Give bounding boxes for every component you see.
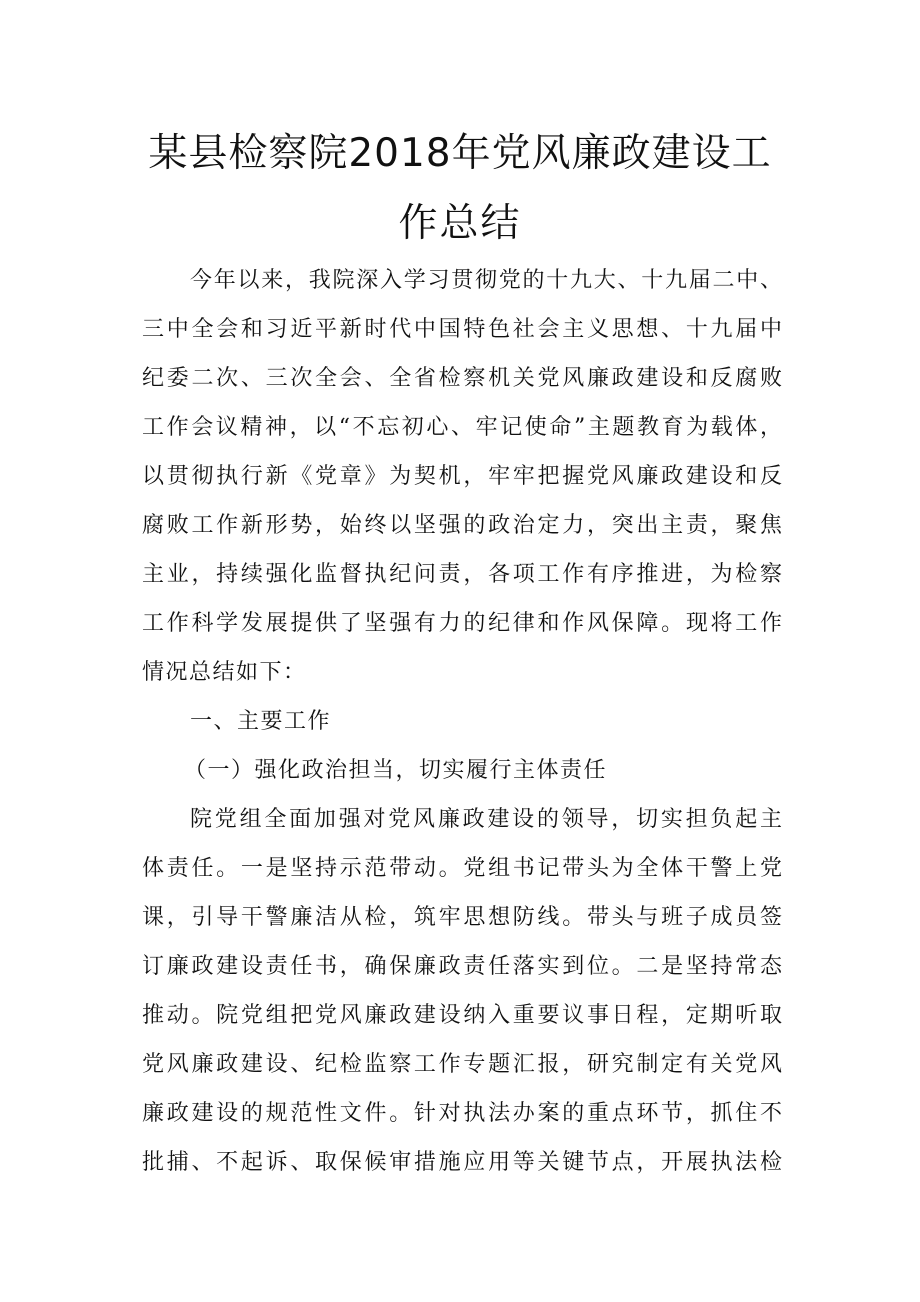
subsection-heading: （一）强化政治担当，切实履行主体责任: [184, 758, 608, 783]
document-title-line-2: 作总结: [398, 201, 522, 246]
body-text-line: 工作会议精神，以“不忘初心、牢记使命”主题教育为载体，: [142, 415, 782, 440]
body-text-line: 课，引导干警廉洁从检，筑牢思想防线。带头与班子成员签: [142, 905, 782, 930]
body-text-line: 批捕、不起诉、取保候审措施应用等关键节点，开展执法检: [142, 1150, 782, 1175]
body-text-line: 推动。院党组把党风廉政建设纳入重要议事日程，定期听取: [142, 1003, 782, 1028]
document-title-line-1: 某县检察院2018年党风廉政建设工: [148, 131, 772, 176]
body-text-line: 腐败工作新形势，始终以坚强的政治定力，突出主责，聚焦: [142, 513, 782, 538]
body-text-line: 主业，持续强化监督执纪问责，各项工作有序推进，为检察: [142, 562, 782, 587]
body-text-line: 体责任。一是坚持示范带动。党组书记带头为全体干警上党: [142, 856, 782, 881]
body-text-line: 党风廉政建设、纪检监察工作专题汇报，研究制定有关党风: [142, 1052, 782, 1077]
body-text-line: 院党组全面加强对党风廉政建设的领导，切实担负起主: [190, 807, 782, 832]
section-heading: 一、主要工作: [190, 709, 332, 734]
body-text-line: 今年以来，我院深入学习贯彻党的十九大、十九届二中、: [190, 268, 782, 293]
body-text-line: 工作科学发展提供了坚强有力的纪律和作风保障。现将工作: [142, 611, 782, 636]
body-text-line: 廉政建设的规范性文件。针对执法办案的重点环节，抓住不: [142, 1101, 782, 1126]
body-text-line: 以贯彻执行新《党章》为契机，牢牢把握党风廉政建设和反: [142, 464, 782, 489]
body-text-line: 情况总结如下：: [142, 660, 307, 685]
body-text-line: 纪委二次、三次全会、全省检察机关党风廉政建设和反腐败: [142, 366, 782, 391]
body-text-line: 三中全会和习近平新时代中国特色社会主义思想、十九届中: [142, 317, 782, 342]
body-text-line: 订廉政建设责任书，确保廉政责任落实到位。二是坚持常态: [142, 954, 782, 979]
